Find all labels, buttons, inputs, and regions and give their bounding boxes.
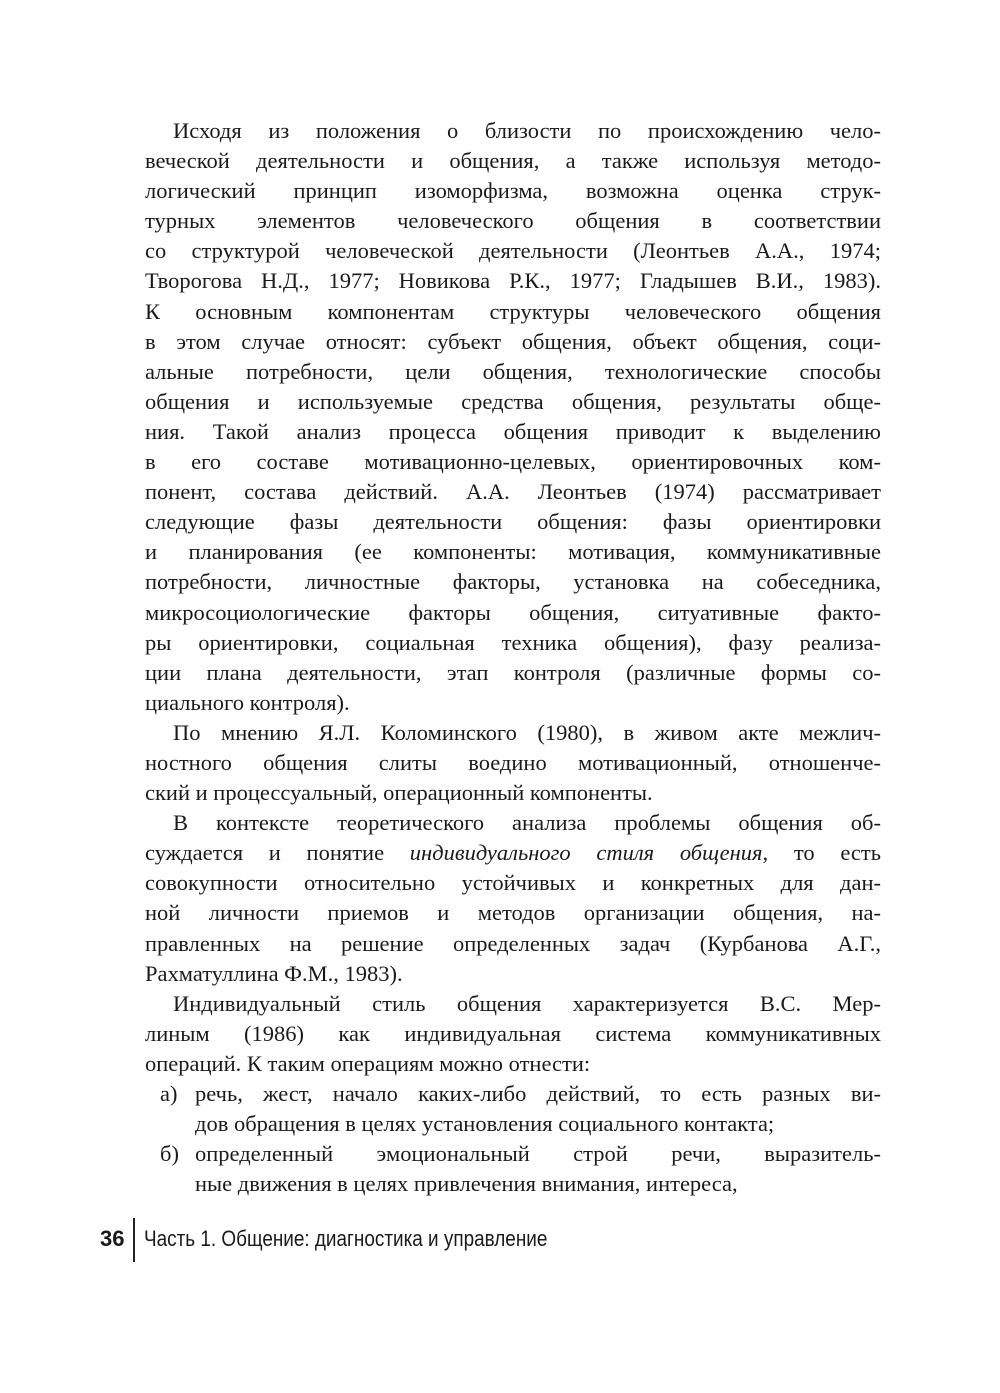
line-text: По мнению Я.Л. Коломинского (1980), в живом акте межлич- bbox=[173, 719, 881, 745]
body-text bbox=[145, 116, 881, 1199]
text-line bbox=[145, 718, 881, 748]
text-line bbox=[145, 327, 881, 357]
list-marker: а) bbox=[160, 1081, 178, 1106]
text-line bbox=[145, 236, 881, 266]
line-text: ский и процессуальный, операционный компоненты. bbox=[145, 780, 653, 806]
text-line bbox=[145, 808, 881, 838]
line-text: со структурой человеческой деятельности (Леонтьев А.А., 1974; bbox=[145, 238, 881, 264]
italic-term: индивидуального стиля общения bbox=[409, 840, 763, 866]
line-text: микросоциологические факторы общения, ситуативные факто- bbox=[145, 599, 881, 625]
line-text: веческой деятельности и общения, а также используя методо- bbox=[145, 148, 881, 174]
text-line bbox=[145, 206, 881, 236]
text-line bbox=[145, 598, 881, 628]
text-line bbox=[145, 417, 881, 447]
line-text: ции плана деятельности, этап контроля (различные формы со- bbox=[145, 659, 881, 685]
line-text: дов обращения в целях установления социального контакта; bbox=[195, 1111, 775, 1137]
list-item-line bbox=[145, 1139, 881, 1169]
line-text: следующие фазы деятельности общения: фазы ориентировки bbox=[145, 509, 881, 535]
text-line bbox=[145, 567, 881, 597]
line-text: понент, состава действий. А.А. Леонтьев (1974) рассматривает bbox=[145, 479, 881, 505]
text-line bbox=[145, 959, 881, 989]
line-text: линым (1986) как индивидуальная система коммуникативных bbox=[145, 1020, 881, 1046]
text-line bbox=[145, 116, 881, 146]
line-text: ностного общения слиты воедино мотивационный, отношенче- bbox=[145, 749, 881, 775]
line-text: в этом случае относят: субъект общения, объект общения, соци- bbox=[145, 328, 881, 354]
text-line bbox=[145, 357, 881, 387]
line-text: потребности, личностные факторы, установка на собеседника, bbox=[145, 569, 881, 595]
line-text: циального контроля). bbox=[145, 689, 350, 715]
line-text: определенный эмоциональный строй речи, выразитель- bbox=[195, 1141, 881, 1167]
text-line bbox=[145, 176, 881, 206]
line-text: речь, жест, начало каких-либо действий, то есть разных ви- bbox=[195, 1081, 881, 1106]
text-line bbox=[145, 297, 881, 327]
text-line bbox=[145, 898, 881, 928]
line-text: К основным компонентам структуры человеческого общения bbox=[145, 298, 881, 324]
line-text: операций. К таким операциям можно отнести: bbox=[145, 1050, 591, 1076]
running-title: Часть 1. Общение: диагностика и управление bbox=[144, 1226, 548, 1251]
text-line bbox=[145, 628, 881, 658]
line-text: и планирования (ее компоненты: мотивация, коммуникативные bbox=[145, 539, 881, 565]
text-line bbox=[145, 1049, 881, 1079]
list-item-line bbox=[145, 1079, 881, 1109]
line-text: альные потребности, цели общения, технологические способы bbox=[145, 358, 881, 384]
line-text: ной личности приемов и методов организации общения, на- bbox=[145, 900, 881, 926]
line-text: турных элементов человеческого общения в соответствии bbox=[145, 208, 881, 234]
text-line bbox=[145, 507, 881, 537]
line-text: , то есть bbox=[762, 840, 881, 866]
line-text: правленных на решение определенных задач (Курбанова А.Г., bbox=[145, 930, 881, 956]
text-line bbox=[145, 688, 881, 718]
text-line bbox=[145, 146, 881, 176]
line-text: В контексте теоретического анализа проблемы общения об- bbox=[173, 810, 881, 836]
text-line bbox=[145, 1169, 881, 1199]
text-line bbox=[145, 537, 881, 567]
line-text: в его составе мотивационно-целевых, ориентировочных ком- bbox=[145, 449, 881, 475]
text-line bbox=[145, 1019, 881, 1049]
text-line bbox=[145, 1109, 881, 1139]
text-line bbox=[145, 989, 881, 1019]
line-text: суждается и понятие bbox=[145, 840, 410, 866]
text-line bbox=[145, 929, 881, 959]
text-line bbox=[145, 658, 881, 688]
text-line bbox=[145, 748, 881, 778]
footer-divider bbox=[133, 1218, 135, 1262]
line-text: Исходя из положения о близости по происхождению чело- bbox=[173, 118, 881, 143]
text-line bbox=[145, 266, 881, 296]
line-text: логический принцип изоморфизма, возможна оценка струк- bbox=[145, 178, 881, 204]
text-line bbox=[145, 868, 881, 898]
line-text: Индивидуальный стиль общения характеризуется В.С. Мер- bbox=[173, 990, 881, 1016]
line-text: общения и используемые средства общения, результаты обще- bbox=[145, 388, 881, 414]
text-line bbox=[145, 778, 881, 808]
line-text: ры ориентировки, социальная техника общения), фазу реализа- bbox=[145, 629, 881, 655]
text-line bbox=[145, 387, 881, 417]
list-marker: б) bbox=[160, 1141, 179, 1167]
line-text: совокупности относительно устойчивых и конкретных для дан- bbox=[145, 870, 881, 896]
line-text: ные движения в целях привлечения внимания, интереса, bbox=[195, 1171, 738, 1197]
text-line bbox=[145, 447, 881, 477]
text-line bbox=[145, 477, 881, 507]
page-number: 36 bbox=[100, 1226, 125, 1251]
text-line bbox=[145, 838, 881, 868]
line-text: Рахматуллина Ф.М., 1983). bbox=[145, 960, 403, 986]
line-text: ния. Такой анализ процесса общения приводит к выделению bbox=[145, 418, 881, 444]
line-text: Творогова Н.Д., 1977; Новикова Р.К., 1977; Гладышев В.И., 1983). bbox=[145, 268, 881, 294]
